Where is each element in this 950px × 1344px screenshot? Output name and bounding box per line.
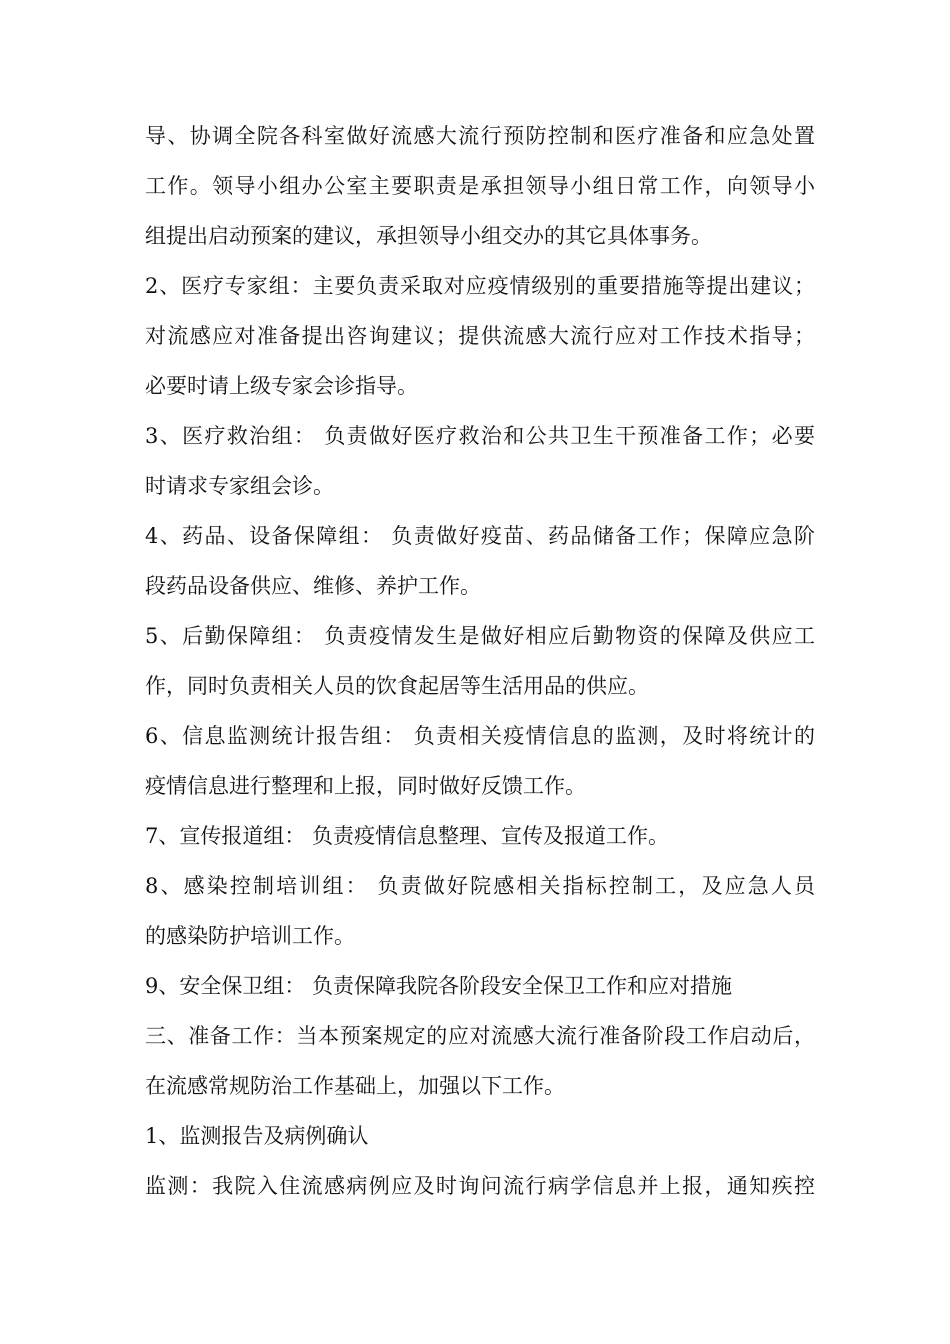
text-line: 8、感染控制培训组： 负责做好院感相关指标控制工，及应急人员 [145,874,815,898]
text-line: 必要时请上级专家会诊指导。 [145,374,418,398]
text-line: 时请求专家组会诊。 [145,474,334,498]
text-line: 5、后勤保障组： 负责疫情发生是做好相应后勤物资的保障及供应工 [145,624,815,648]
text-line: 9、安全保卫组： 负责保障我院各阶段安全保卫工作和应对措施 [145,974,733,998]
text-line: 7、宣传报道组： 负责疫情信息整理、宣传及报道工作。 [145,824,670,848]
text-line: 三、准备工作：当本预案规定的应对流感大流行准备阶段工作启动后， [145,1024,815,1048]
text-line: 段药品设备供应、维修、养护工作。 [145,574,481,598]
text-line: 3、医疗救治组： 负责做好医疗救治和公共卫生干预准备工作；必要 [145,424,815,448]
text-line: 导、协调全院各科室做好流感大流行预防控制和医疗准备和应急处置 [145,124,815,148]
text-line: 2、医疗专家组：主要负责采取对应疫情级别的重要措施等提出建议； [145,274,815,298]
text-line: 组提出启动预案的建议，承担领导小组交办的其它具体事务。 [145,224,712,248]
text-line: 对流感应对准备提出咨询建议；提供流感大流行应对工作技术指导； [145,324,815,348]
text-line: 4、药品、设备保障组： 负责做好疫苗、药品储备工作；保障应急阶 [145,524,815,548]
text-line: 工作。领导小组办公室主要职责是承担领导小组日常工作，向领导小 [145,174,815,198]
text-line: 6、信息监测统计报告组： 负责相关疫情信息的监测，及时将统计的 [145,724,815,748]
text-line: 监测：我院入住流感病例应及时询问流行病学信息并上报，通知疾控 [145,1174,815,1198]
text-line: 作，同时负责相关人员的饮食起居等生活用品的供应。 [145,674,649,698]
text-line: 在流感常规防治工作基础上，加强以下工作。 [145,1074,565,1098]
text-line: 的感染防护培训工作。 [145,924,355,948]
text-line: 1、监测报告及病例确认 [145,1124,369,1148]
text-line: 疫情信息进行整理和上报，同时做好反馈工作。 [145,774,586,798]
